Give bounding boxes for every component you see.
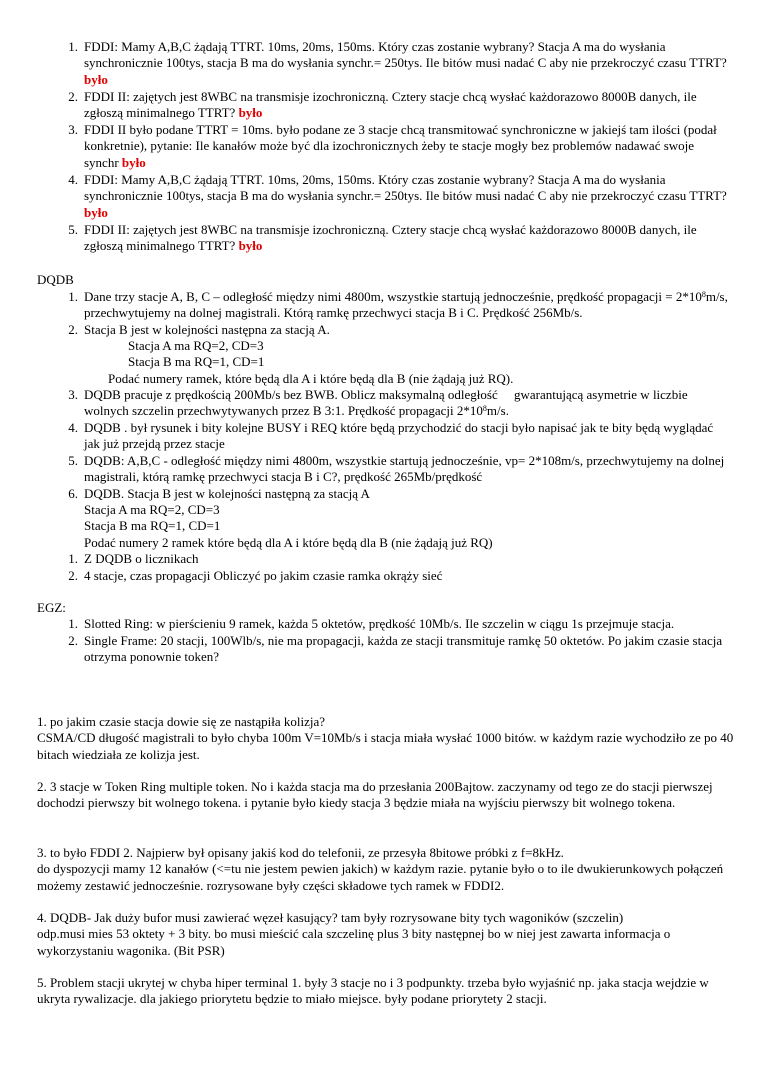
list-number: 1. bbox=[68, 551, 78, 566]
status-mark: było bbox=[238, 105, 263, 121]
note-paragraph-3: 3. to było FDDI 2. Najpierw był opisany jakiś kod do telefonii, ze przesyła 8bitowe próbki z f=8kHz. do dyspozycji mamy 12 kanałów (<=tu nie jestem pewien jakich) w każdym razie. pytanie było o to ile dwukierunkowych połączeń możemy zestawić jednocześnie. rozrysowane były części składowe tych ramek w FDDI2. bbox=[37, 845, 724, 893]
list-number: 2. bbox=[68, 633, 78, 648]
list-number: 2. bbox=[68, 568, 78, 583]
item-text: FDDI II było podane TTRT = 10ms. było podane ze 3 stacje chcą transmitować synchroniczne w jakiejś tam ilości (podał konkretnie), pytanie: Ile kanałów może być dla izochronicznych żeby te stacje mogły bez problemów nadawać swoje synchr bbox=[84, 122, 717, 170]
dqdb-item-6-line-3: Podać numery 2 ramek które będą dla A i które będą dla B (nie żądają już RQ) bbox=[84, 535, 493, 550]
list-number: 2. bbox=[68, 322, 78, 337]
item-text: FDDI II: zajętych jest 8WBC na transmisje izochroniczną. Cztery stacje chcą wysłać każdorazowo 8000B danych, ile zgłoszą minimalnego TTRT? bbox=[84, 89, 697, 121]
dqdb-item-8 bbox=[68, 568, 730, 584]
fddi-item-5 bbox=[68, 222, 730, 255]
item-text: Z DQDB o licznikach bbox=[84, 551, 199, 566]
item-text: DQDB: A,B,C - odległość między nimi 4800m, wszystkie startują jednocześnie, vp= 2*108m/s, przechwytujemy na dolnej magistrali, którą ramkę przechwyci stacja B i C?, prędkość 265Mb/prędkość bbox=[84, 453, 725, 485]
item-text: FDDI: Mamy A,B,C żądają TTRT. 10ms, 20ms, 150ms. Który czas zostanie wybrany? Stacja A ma do wysłania synchronicznie 100tys, stacja B ma do wysłania synchr.= 250tys. Ile bitów musi nadać C aby nie przekroczyć czasu TTRT? bbox=[84, 39, 727, 71]
list-number: 6. bbox=[68, 486, 78, 501]
item-text: Single Frame: 20 stacji, 100Wlb/s, nie ma propagacji, każda ze stacji transmituje ramkę 50 oktetów. Po jakim czasie stacja otrzyma ponownie token? bbox=[84, 633, 723, 665]
dqdb-item-2-line-2: Stacja B ma RQ=1, CD=1 bbox=[128, 354, 265, 369]
dqdb-item-6 bbox=[68, 486, 730, 502]
list-number: 1. bbox=[68, 616, 78, 631]
note-paragraph-2: 2. 3 stacje w Token Ring multiple token. No i każda stacja ma do przesłania 200Bajtow. zaczynamy od tego ze do stacji pierwszej dochodzi pierwszy bit wolnego tokena. i pytanie było kiedy stacja 3 będzie miała na wyjściu pierwszy bit wolnego tokena. bbox=[37, 779, 713, 811]
fddi-item-4 bbox=[68, 172, 730, 221]
item-text: FDDI II: zajętych jest 8WBC na transmisje izochroniczną. Cztery stacje chcą wysłać każdorazowo 8000B danych, ile zgłoszą minimalnego TTRT? bbox=[84, 222, 697, 254]
status-mark: było bbox=[84, 204, 108, 220]
list-number: 2. bbox=[68, 89, 78, 104]
list-number: 4. bbox=[68, 172, 78, 187]
list-number: 1. bbox=[68, 289, 78, 304]
exponent: 8 bbox=[482, 404, 487, 414]
note-paragraph-4: 4. DQDB- Jak duży bufor musi zawierać węzeł kasujący? tam były rozrysowane bity tych wagoników (szczelin) odp.musi mies 53 oktety + 3 bity. bo musi mieścić cala szczelinę plus 3 bity następnej bo w niej jest zawarta informacja o wykorzystaniu wagonika. (Bit PSR) bbox=[37, 910, 671, 958]
list-number: 1. bbox=[68, 39, 78, 54]
exponent: 8 bbox=[701, 290, 706, 299]
dqdb-item-2 bbox=[68, 322, 730, 338]
note-paragraph-1: 1. po jakim czasie stacja dowie się ze nastąpiła kolizja? CSMA/CD długość magistrali to było chyba 100m V=10Mb/s i stacja miała wysłać 1000 bitów. w każdym razie wychodziło ze po 40 bitach wiedziała ze kolizja jest. bbox=[37, 714, 734, 762]
item-text-cont: m/s, przechwytujemy na dolnej magistrali. Którą ramkę przechwyci stacja B i C. Prędkość 256Mb/s. bbox=[84, 289, 728, 321]
item-text: Dane trzy stacje A, B, C – odległość między nimi 4800m, wszystkie startują jednocześnie, prędkość propagacji = 2*10 bbox=[84, 289, 702, 304]
item-text-cont: m/s. bbox=[486, 403, 509, 419]
dqdb-heading: DQDB bbox=[37, 272, 74, 287]
item-text: Stacja B jest w kolejności następna za stacją A. bbox=[84, 322, 330, 337]
status-mark: było bbox=[238, 238, 263, 254]
item-text: DQDB . był rysunek i bity kolejne BUSY i REQ które będą przychodzić do stacji było napisać jak te bity będą wyglądać jak już przejdą przez stacje bbox=[84, 420, 714, 452]
status-mark: było bbox=[84, 71, 108, 87]
item-text: Slotted Ring: w pierścieniu 9 ramek, każda 5 oktetów, prędkość 10Mb/s. Ile szczelin w ciągu 1s przejmuje stacja. bbox=[84, 616, 675, 631]
dqdb-item-6-line-1: Stacja A ma RQ=2, CD=3 bbox=[84, 502, 220, 517]
list-number: 3. bbox=[68, 122, 78, 137]
egz-heading: EGZ: bbox=[37, 600, 66, 615]
status-mark: było bbox=[121, 154, 146, 170]
list-number: 4. bbox=[68, 420, 78, 435]
list-number: 5. bbox=[68, 222, 78, 237]
fddi-item-3 bbox=[68, 122, 730, 171]
dqdb-item-7 bbox=[68, 551, 730, 567]
dqdb-item-6-line-2: Stacja B ma RQ=1, CD=1 bbox=[84, 518, 221, 533]
dqdb-item-4 bbox=[68, 420, 730, 453]
list-number: 5. bbox=[68, 453, 78, 468]
dqdb-item-3 bbox=[68, 387, 730, 420]
list-number: 3. bbox=[68, 387, 78, 402]
item-text: 4 stacje, czas propagacji Obliczyć po jakim czasie ramka okrąży sieć bbox=[84, 568, 443, 583]
dqdb-item-2-line-1: Stacja A ma RQ=2, CD=3 bbox=[128, 338, 264, 353]
dqdb-item-2-line-3: Podać numery ramek, które będą dla A i które będą dla B (nie żądają już RQ). bbox=[108, 371, 514, 386]
item-text: DQDB pracuje z prędkością 200Mb/s bez BWB. Oblicz maksymalną odległość gwarantującą asymetrie w liczbie wolnych szczelin przechwytywanych przez B 3:1. Prędkość propagacji 2*10 bbox=[84, 387, 691, 419]
dqdb-item-5 bbox=[68, 453, 730, 486]
egz-item-2 bbox=[68, 633, 730, 666]
dqdb-item-1 bbox=[68, 289, 730, 322]
item-text: DQDB. Stacja B jest w kolejności następną za stacją A bbox=[84, 486, 370, 501]
note-paragraph-5: 5. Problem stacji ukrytej w chyba hiper terminal 1. były 3 stacje no i 3 podpunkty. trzeba było wyjaśnić np. jaka stacja wejdzie w ukryta rywalizacje. dla jakiego priorytetu będzie to miało miejsce. były podane priorytety 2 stacji. bbox=[37, 975, 709, 1007]
egz-item-1 bbox=[68, 616, 730, 632]
item-text: FDDI: Mamy A,B,C żądają TTRT. 10ms, 20ms, 150ms. Który czas zostanie wybrany? Stacja A ma do wysłania synchronicznie 100tys, stacja B ma do wysłania synchr.= 250tys. Ile bitów musi nadać C aby nie przekroczyć czasu TTRT? bbox=[84, 172, 727, 204]
fddi-item-2 bbox=[68, 89, 730, 122]
fddi-item-1 bbox=[68, 39, 730, 88]
